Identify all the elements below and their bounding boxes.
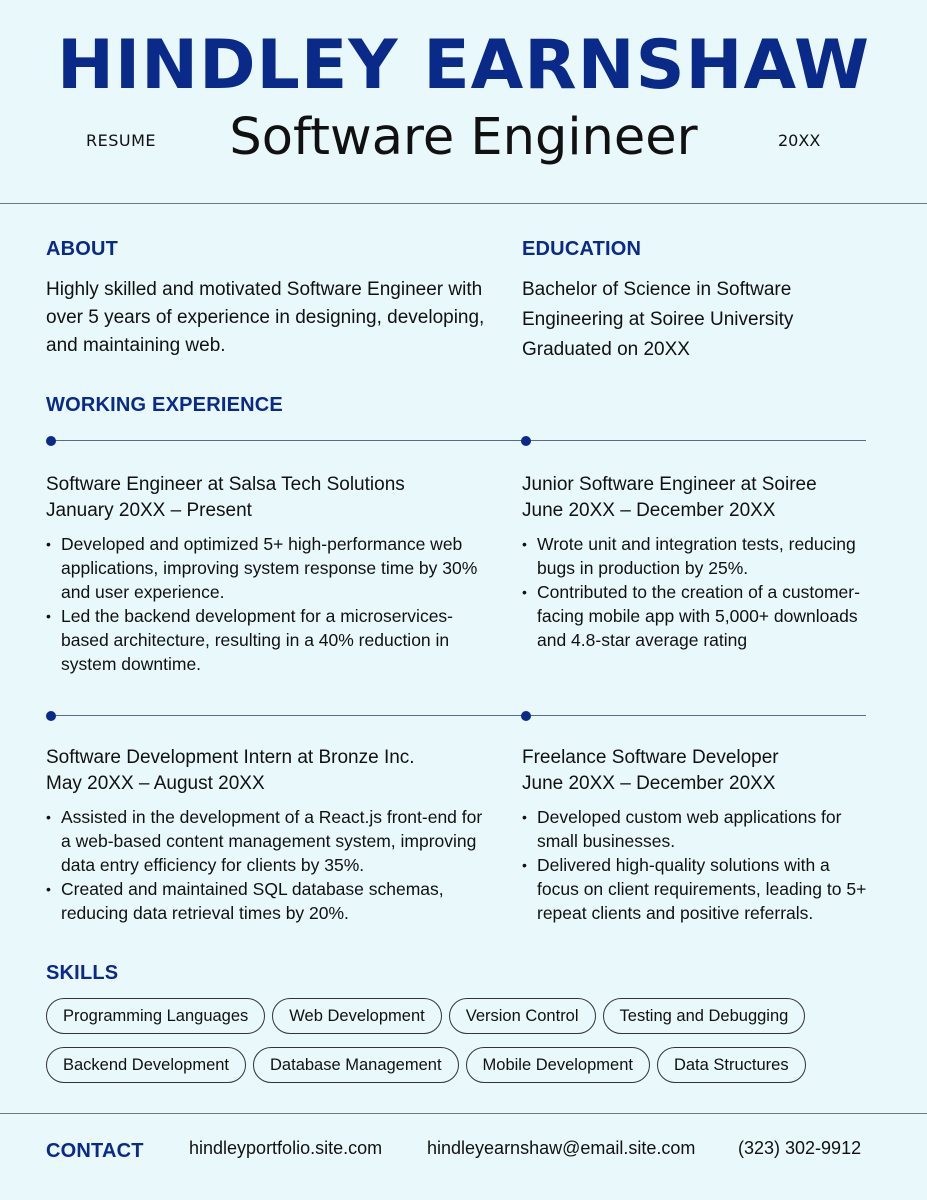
job-dates: June 20XX – December 20XX [522, 500, 776, 521]
job-role-title: Software Engineer [229, 108, 698, 167]
about-text: Highly skilled and motivated Software Engineer with over 5 years of experience in designing, developing, and maintaining web. [46, 279, 485, 356]
skills-row [46, 998, 805, 1034]
job-bullet: • Delivered high-quality solutions with a focus on client requirements, leading to 5+ repeat clients and positive referrals. [522, 853, 872, 925]
job-bullet: • Wrote unit and integration tests, reducing bugs in production by 25%. [522, 532, 872, 580]
job-bullets [522, 805, 872, 925]
resume-label: RESUME [86, 131, 157, 150]
job-bullet: • Assisted in the development of a React.js front-end for a web-based content management system, improving data entry efficiency for clients by 35%. [46, 805, 486, 877]
skill-chip: Web Development [272, 998, 441, 1034]
skill-chip: Mobile Development [466, 1047, 650, 1083]
contact-website: hindleyportfolio.site.com [189, 1138, 383, 1158]
job-bullet: • Led the backend development for a microservices-based architecture, resulting in a 40% reduction in system downtime. [46, 604, 486, 676]
job-title: Software Engineer at Salsa Tech Solutions [46, 474, 405, 495]
job-dates: June 20XX – December 20XX [522, 773, 776, 794]
skill-chip: Programming Languages [46, 998, 265, 1034]
contact-heading: CONTACT [46, 1140, 144, 1162]
resume-year: 20XX [778, 131, 821, 150]
skill-chip: Database Management [253, 1047, 459, 1083]
job-bullet: • Developed custom web applications for small businesses. [522, 805, 872, 853]
job-entry [46, 745, 486, 925]
job-title: Freelance Software Developer [522, 747, 779, 768]
education-line: Engineering at Soiree University [522, 309, 794, 330]
job-dates: January 20XX – Present [46, 500, 252, 521]
timeline-dot [521, 436, 531, 446]
job-entry [522, 745, 872, 925]
skill-chip: Testing and Debugging [603, 998, 806, 1034]
job-title: Software Development Intern at Bronze Inc. [46, 747, 415, 768]
job-entry [522, 472, 872, 652]
job-entry [46, 472, 486, 676]
resume-name: HINDLEY EARNSHAW [56, 26, 871, 105]
footer-divider [0, 1113, 927, 1114]
experience-heading: WORKING EXPERIENCE [46, 394, 283, 416]
job-bullet: • Contributed to the creation of a customer-facing mobile app with 5,000+ downloads and 4.8-star average rating [522, 580, 872, 652]
skill-chip: Data Structures [657, 1047, 806, 1083]
skills-heading: SKILLS [46, 962, 119, 984]
timeline-line [50, 715, 866, 716]
experience-timeline [46, 710, 866, 722]
job-bullets [46, 805, 486, 925]
job-bullets [522, 532, 872, 652]
timeline-dot [46, 711, 56, 721]
job-bullet: • Created and maintained SQL database schemas, reducing data retrieval times by 20%. [46, 877, 486, 925]
experience-timeline [46, 435, 866, 447]
timeline-dot [521, 711, 531, 721]
job-bullet: • Developed and optimized 5+ high-performance web applications, improving system response time by 30% and user experience. [46, 532, 486, 604]
skill-chip: Backend Development [46, 1047, 246, 1083]
timeline-dot [46, 436, 56, 446]
about-heading: ABOUT [46, 238, 119, 260]
header-divider [0, 203, 927, 204]
education-line: Bachelor of Science in Software [522, 279, 792, 300]
contact-email: hindleyearnshaw@email.site.com [427, 1138, 696, 1158]
education-text [522, 275, 882, 365]
education-line: Graduated on 20XX [522, 339, 690, 360]
skill-chip: Version Control [449, 998, 596, 1034]
timeline-line [50, 440, 866, 441]
job-dates: May 20XX – August 20XX [46, 773, 265, 794]
education-heading: EDUCATION [522, 238, 642, 260]
contact-phone: (323) 302-9912 [738, 1138, 862, 1158]
job-title: Junior Software Engineer at Soiree [522, 474, 817, 495]
skills-row [46, 1047, 806, 1083]
job-bullets [46, 532, 486, 676]
